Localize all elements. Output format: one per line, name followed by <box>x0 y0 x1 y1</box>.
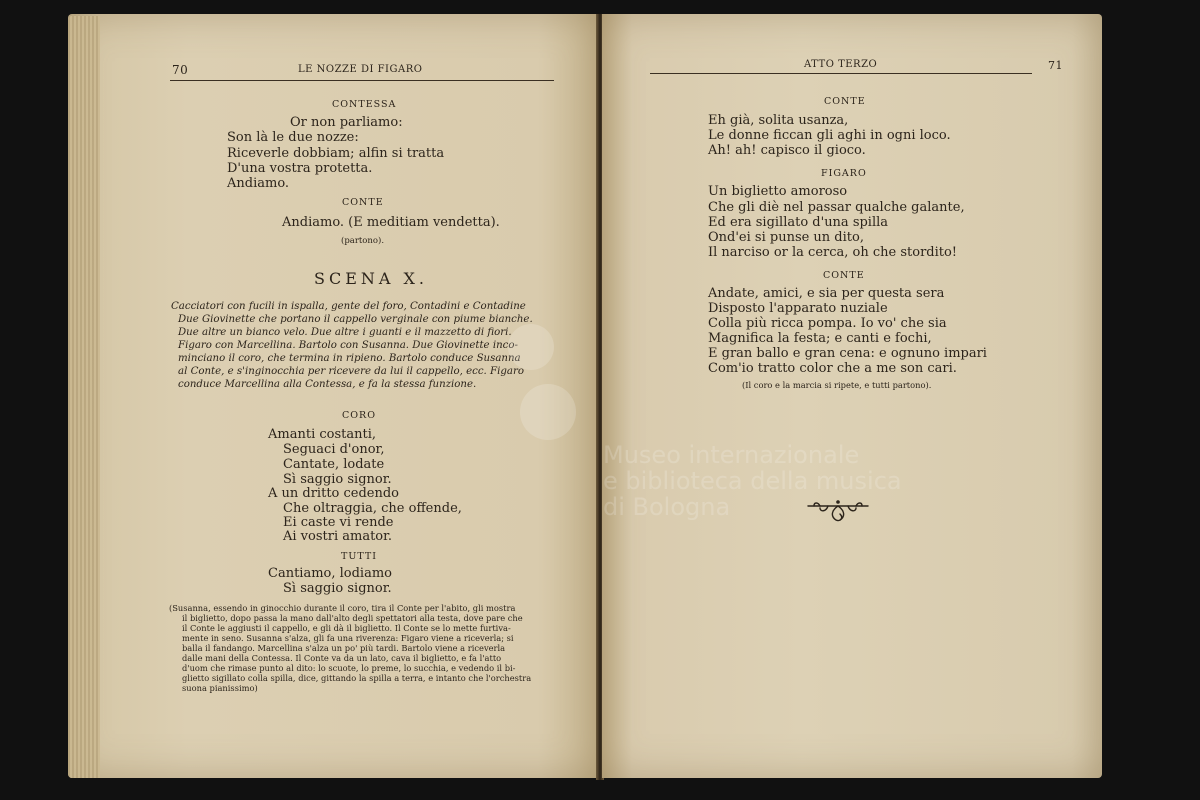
scene-title: SCENA X. <box>314 269 428 288</box>
tutti-line: Cantiamo, lodiamo <box>268 566 392 581</box>
header-rule <box>650 73 1032 74</box>
speaker-contessa: CONTESSA <box>332 99 397 110</box>
verse-line: Son là le due nozze: <box>227 130 359 145</box>
footnote-line: il Conte le aggiusti il cappello, e gli dà il biglietto. Il Conte se lo mette furtiva- <box>182 623 511 633</box>
chorus-line: Ei caste vi rende <box>283 515 394 530</box>
verse-line: Che gli diè nel passar qualche galante, <box>708 200 965 215</box>
left-running-title: LE NOZZE DI FIGARO <box>298 64 423 75</box>
verse-line: Andiamo. <box>227 176 290 191</box>
verse-line: Andate, amici, e sia per questa sera <box>708 286 945 301</box>
verse-line: Le donne ficcan gli aghi in ogni loco. <box>708 128 951 143</box>
footnote-line: d'uom che rimase punto al dito: lo scuote, lo preme, lo succhia, e vedendo il bi- <box>182 663 516 673</box>
verse-line: Colla più ricca pompa. Io vo' che sia <box>708 316 947 331</box>
verse-line: Andiamo. (E meditiam vendetta). <box>282 215 500 230</box>
scene-direction-line: al Conte, e s'inginocchia per ricevere da lui il cappello, ecc. Figaro <box>178 366 524 377</box>
footnote-line: (Susanna, essendo in ginocchio durante il coro, tira il Conte per l'abito, gli mostra <box>169 603 516 613</box>
verse-line: E gran ballo e gran cena: e ognuno impari <box>708 346 987 361</box>
scene-direction-line: minciano il coro, che termina in ripieno. Bartolo conduce Susanna <box>178 353 521 364</box>
chorus-line: Seguaci d'onor, <box>283 442 385 457</box>
verse-line: Eh già, solita usanza, <box>708 113 849 128</box>
right-running-title: ATTO TERZO <box>804 59 878 70</box>
scene-direction-line: conduce Marcellina alla Contessa, e fa la stessa funzione. <box>178 379 477 390</box>
speaker-coro: CORO <box>342 410 376 421</box>
chorus-line: Ai vostri amator. <box>283 529 393 544</box>
footnote-line: suona pianissimo) <box>182 683 258 693</box>
speaker-conte: CONTE <box>824 96 866 107</box>
chorus-line: A un dritto cedendo <box>268 486 400 501</box>
open-book <box>68 14 1103 784</box>
verse-line: Disposto l'apparato nuziale <box>708 301 888 316</box>
verse-line: Ed era sigillato d'una spilla <box>708 215 889 230</box>
page-edges <box>68 16 100 778</box>
footnote-line: dalle mani della Contessa. Il Conte va da un lato, cava il biglietto, e fa l'atto <box>182 653 502 663</box>
speaker-figaro: FIGARO <box>821 168 867 179</box>
verse-line: Riceverle dobbiam; alfin si tratta <box>227 146 445 161</box>
verse-line: D'una vostra protetta. <box>227 161 373 176</box>
header-rule <box>170 80 554 81</box>
chorus-line: Sì saggio signor. <box>283 472 392 487</box>
chorus-line: Cantate, lodate <box>283 457 385 472</box>
printer-ornament <box>806 498 870 526</box>
scene-direction-line: Cacciatori con fucili in ispalla, gente del foro, Contadini e Contadine <box>171 301 526 312</box>
stage-direction: (Il coro e la marcia si ripete, e tutti partono). <box>742 380 932 390</box>
scene-direction-line: Due Giovinette che portano il cappello verginale con piume bianche. <box>178 314 533 325</box>
verse-line: Or non parliamo: <box>290 115 403 130</box>
verse-line: Magnifica la festa; e canti e fochi, <box>708 331 932 346</box>
footnote-line: mente in seno. Susanna s'alza, gli fa una riverenza: Figaro viene a riceverla; si <box>182 633 514 643</box>
verse-line: Un biglietto amoroso <box>708 184 848 199</box>
speaker-conte: CONTE <box>823 270 865 281</box>
verse-line: Com'io tratto color che a me son cari. <box>708 361 957 376</box>
chorus-line: Amanti costanti, <box>268 427 376 442</box>
speaker-tutti: TUTTI <box>341 551 377 562</box>
left-page <box>68 14 598 778</box>
footnote-line: il biglietto, dopo passa la mano dall'alto degli spettatori alla testa, dove pare che <box>182 613 523 623</box>
speaker-conte: CONTE <box>342 197 384 208</box>
stage-direction: (partono). <box>341 236 385 246</box>
scene-direction-line: Figaro con Marcellina. Bartolo con Susanna. Due Giovinette inco- <box>178 340 518 351</box>
chorus-line: Che oltraggia, che offende, <box>283 501 462 516</box>
tutti-line: Sì saggio signor. <box>283 581 392 596</box>
right-page <box>602 14 1102 778</box>
footnote-line: glietto sigillato colla spilla, dice, gittando la spilla a terra, e intanto che l'orchestra <box>182 673 532 683</box>
scene-direction-line: Due altre un bianco velo. Due altre i guanti e il mazzetto di fiori. <box>178 327 512 338</box>
footnote-line: balla il fandango. Marcellina s'alza un po' più tardi. Bartolo viene a riceverla <box>182 643 506 653</box>
left-page-number: 70 <box>172 63 189 77</box>
verse-line: Ah! ah! capisco il gioco. <box>708 143 866 158</box>
right-page-number: 71 <box>1048 59 1063 72</box>
verse-line: Il narciso or la cerca, oh che stordito! <box>708 245 958 260</box>
verse-line: Ond'ei si punse un dito, <box>708 230 864 245</box>
